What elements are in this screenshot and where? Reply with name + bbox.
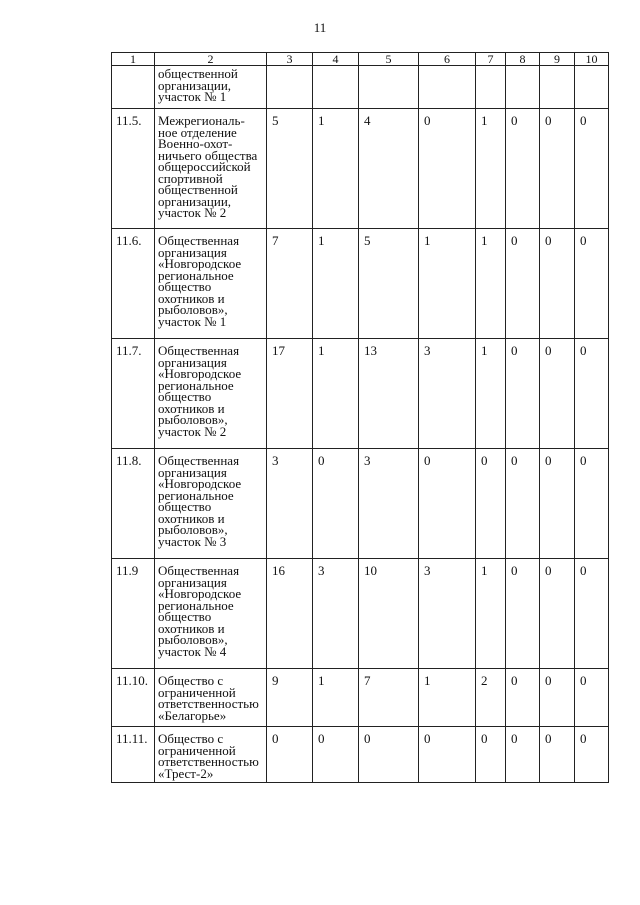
value-cell: 0 [540,339,575,449]
value-cell: 0 [506,559,540,669]
value-cell: 0 [575,449,609,559]
value-cell: 3 [313,559,359,669]
value-cell: 1 [313,339,359,449]
header-cell: 4 [313,53,359,66]
table-row [112,109,609,229]
value-cell [359,66,419,109]
header-cell: 3 [267,53,313,66]
value-cell: 1 [476,109,506,229]
value-cell [540,66,575,109]
value-cell: 0 [540,727,575,783]
organization-name: Общественная организация «Новгородское региональное общество охотников и рыболовов», участок № 2 [155,339,267,449]
value-cell: 0 [267,727,313,783]
value-cell: 0 [419,727,476,783]
row-number: 11.5. [112,109,155,229]
row-number: 11.9 [112,559,155,669]
table-row [112,229,609,339]
value-cell: 0 [506,449,540,559]
value-cell [476,66,506,109]
value-cell: 0 [540,229,575,339]
organization-name: Общество с ограниченной ответственностью «Белагорье» [155,669,267,727]
value-cell: 0 [575,229,609,339]
value-cell: 1 [419,669,476,727]
value-cell: 3 [419,339,476,449]
data-table [111,52,609,783]
value-cell: 0 [540,669,575,727]
value-cell: 1 [313,669,359,727]
header-row [112,53,609,66]
row-number: 11.6. [112,229,155,339]
value-cell [575,66,609,109]
value-cell: 0 [359,727,419,783]
row-number: 11.8. [112,449,155,559]
value-cell: 3 [359,449,419,559]
table-row [112,339,609,449]
header-cell: 1 [112,53,155,66]
page-number: 11 [313,20,327,35]
value-cell: 0 [575,109,609,229]
organization-name: Общественная организация «Новгородское региональное общество охотников и рыболовов», участок № 4 [155,559,267,669]
value-cell: 0 [506,339,540,449]
value-cell: 0 [506,727,540,783]
value-cell: 9 [267,669,313,727]
value-cell: 2 [476,669,506,727]
value-cell: 0 [575,669,609,727]
header-cell: 5 [359,53,419,66]
organization-name: общественной организации, участок № 1 [155,66,267,109]
row-number: 11.10. [112,669,155,727]
table-row [112,559,609,669]
header-cell: 6 [419,53,476,66]
organization-name: Общественная организация «Новгородское региональное общество охотников и рыболовов», участок № 3 [155,449,267,559]
value-cell: 1 [476,559,506,669]
value-cell [313,66,359,109]
header-cell: 7 [476,53,506,66]
value-cell: 1 [476,339,506,449]
value-cell: 0 [506,109,540,229]
value-cell [506,66,540,109]
value-cell: 0 [575,559,609,669]
value-cell: 1 [313,109,359,229]
value-cell: 0 [575,339,609,449]
value-cell: 1 [419,229,476,339]
row-number: 11.11. [112,727,155,783]
value-cell: 0 [419,109,476,229]
value-cell: 1 [313,229,359,339]
value-cell: 16 [267,559,313,669]
row-number: 11.7. [112,339,155,449]
value-cell: 0 [313,727,359,783]
table-row [112,66,609,109]
value-cell: 7 [267,229,313,339]
organization-name: Межрегиональ- ное отделение Военно-охот- ничьего общества общероссийской спортивной общественной организации, участок № 2 [155,109,267,229]
organization-name: Общественная организация «Новгородское региональное общество охотников и рыболовов», участок № 1 [155,229,267,339]
value-cell: 0 [575,727,609,783]
value-cell: 0 [540,449,575,559]
value-cell: 1 [476,229,506,339]
table-row [112,449,609,559]
value-cell: 0 [476,449,506,559]
value-cell: 3 [267,449,313,559]
table-row [112,669,609,727]
header-cell: 10 [575,53,609,66]
value-cell: 0 [313,449,359,559]
header-cell: 9 [540,53,575,66]
value-cell: 5 [267,109,313,229]
value-cell: 4 [359,109,419,229]
value-cell: 0 [419,449,476,559]
value-cell: 5 [359,229,419,339]
value-cell: 0 [506,229,540,339]
value-cell: 0 [476,727,506,783]
row-number [112,66,155,109]
header-cell: 2 [155,53,267,66]
value-cell: 3 [419,559,476,669]
value-cell: 0 [540,109,575,229]
header-cell: 8 [506,53,540,66]
value-cell: 0 [540,559,575,669]
value-cell: 0 [506,669,540,727]
value-cell: 17 [267,339,313,449]
value-cell [419,66,476,109]
value-cell [267,66,313,109]
table-row [112,727,609,783]
value-cell: 13 [359,339,419,449]
organization-name: Общество с ограниченной ответственностью «Трест-2» [155,727,267,783]
value-cell: 10 [359,559,419,669]
value-cell: 7 [359,669,419,727]
